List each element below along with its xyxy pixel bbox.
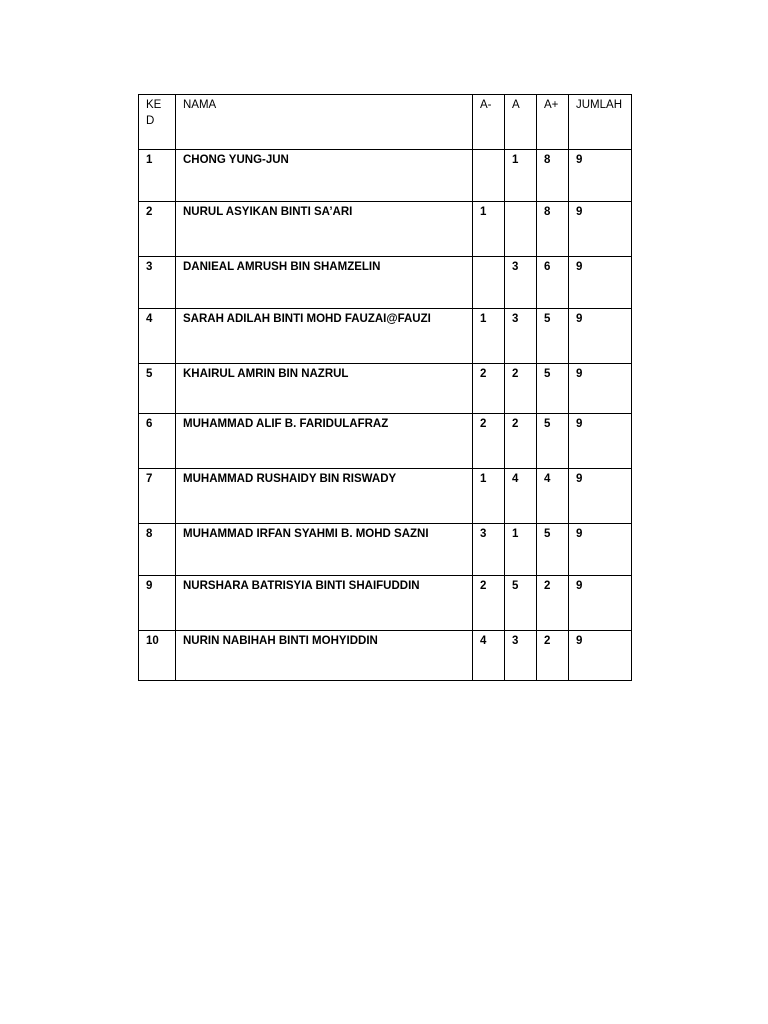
cell-jumlah: 9 — [569, 414, 632, 469]
header-jumlah: JUMLAH — [569, 95, 632, 150]
cell-a-plus: 6 — [537, 257, 569, 309]
table-row — [139, 524, 632, 576]
header-a: A — [505, 95, 537, 150]
header-a-plus: A+ — [537, 95, 569, 150]
cell-jumlah: 9 — [569, 631, 632, 681]
cell-a: 3 — [505, 631, 537, 681]
cell-a-plus: 5 — [537, 414, 569, 469]
table-row — [139, 631, 632, 681]
cell-jumlah: 9 — [569, 150, 632, 202]
cell-nama: NURUL ASYIKAN BINTI SA’ARI — [176, 202, 473, 257]
cell-jumlah: 9 — [569, 364, 632, 414]
cell-a-plus: 8 — [537, 150, 569, 202]
cell-ked: 3 — [139, 257, 176, 309]
cell-a — [505, 202, 537, 257]
cell-a-plus: 2 — [537, 631, 569, 681]
header-ked: KE D — [139, 95, 176, 150]
cell-jumlah: 9 — [569, 309, 632, 364]
table-row — [139, 257, 632, 309]
cell-nama: DANIEAL AMRUSH BIN SHAMZELIN — [176, 257, 473, 309]
header-a-minus: A- — [473, 95, 505, 150]
cell-a-plus: 8 — [537, 202, 569, 257]
cell-a-minus: 2 — [473, 364, 505, 414]
cell-nama: MUHAMMAD IRFAN SYAHMI B. MOHD SAZNI — [176, 524, 473, 576]
table-row — [139, 309, 632, 364]
cell-ked: 6 — [139, 414, 176, 469]
table-row — [139, 469, 632, 524]
cell-a-minus: 1 — [473, 469, 505, 524]
table-row — [139, 202, 632, 257]
cell-nama: KHAIRUL AMRIN BIN NAZRUL — [176, 364, 473, 414]
results-table — [138, 94, 632, 681]
cell-a-minus: 2 — [473, 576, 505, 631]
cell-a-minus: 1 — [473, 309, 505, 364]
cell-a-minus: 3 — [473, 524, 505, 576]
table-row — [139, 150, 632, 202]
cell-a-minus — [473, 150, 505, 202]
cell-ked: 4 — [139, 309, 176, 364]
cell-a: 2 — [505, 364, 537, 414]
table-row — [139, 364, 632, 414]
cell-jumlah: 9 — [569, 576, 632, 631]
cell-a-plus: 5 — [537, 309, 569, 364]
cell-a: 5 — [505, 576, 537, 631]
cell-a: 1 — [505, 524, 537, 576]
cell-a-plus: 2 — [537, 576, 569, 631]
cell-a: 3 — [505, 257, 537, 309]
cell-a-plus: 4 — [537, 469, 569, 524]
cell-a-plus: 5 — [537, 364, 569, 414]
cell-a-minus: 1 — [473, 202, 505, 257]
cell-a: 3 — [505, 309, 537, 364]
cell-jumlah: 9 — [569, 202, 632, 257]
cell-a-minus — [473, 257, 505, 309]
cell-a-plus: 5 — [537, 524, 569, 576]
cell-jumlah: 9 — [569, 524, 632, 576]
header-nama: NAMA — [176, 95, 473, 150]
cell-a-minus: 4 — [473, 631, 505, 681]
cell-ked: 5 — [139, 364, 176, 414]
cell-ked: 10 — [139, 631, 176, 681]
cell-ked: 9 — [139, 576, 176, 631]
cell-ked: 2 — [139, 202, 176, 257]
cell-a: 1 — [505, 150, 537, 202]
cell-a-minus: 2 — [473, 414, 505, 469]
cell-ked: 1 — [139, 150, 176, 202]
table-row — [139, 414, 632, 469]
cell-nama: MUHAMMAD ALIF B. FARIDULAFRAZ — [176, 414, 473, 469]
cell-nama: MUHAMMAD RUSHAIDY BIN RISWADY — [176, 469, 473, 524]
cell-jumlah: 9 — [569, 469, 632, 524]
cell-a: 2 — [505, 414, 537, 469]
cell-ked: 8 — [139, 524, 176, 576]
cell-ked: 7 — [139, 469, 176, 524]
table-row — [139, 576, 632, 631]
cell-jumlah: 9 — [569, 257, 632, 309]
cell-nama: SARAH ADILAH BINTI MOHD FAUZAI@FAUZI — [176, 309, 473, 364]
cell-a: 4 — [505, 469, 537, 524]
cell-nama: CHONG YUNG-JUN — [176, 150, 473, 202]
cell-nama: NURSHARA BATRISYIA BINTI SHAIFUDDIN — [176, 576, 473, 631]
cell-nama: NURIN NABIHAH BINTI MOHYIDDIN — [176, 631, 473, 681]
table-header-row — [139, 95, 632, 150]
